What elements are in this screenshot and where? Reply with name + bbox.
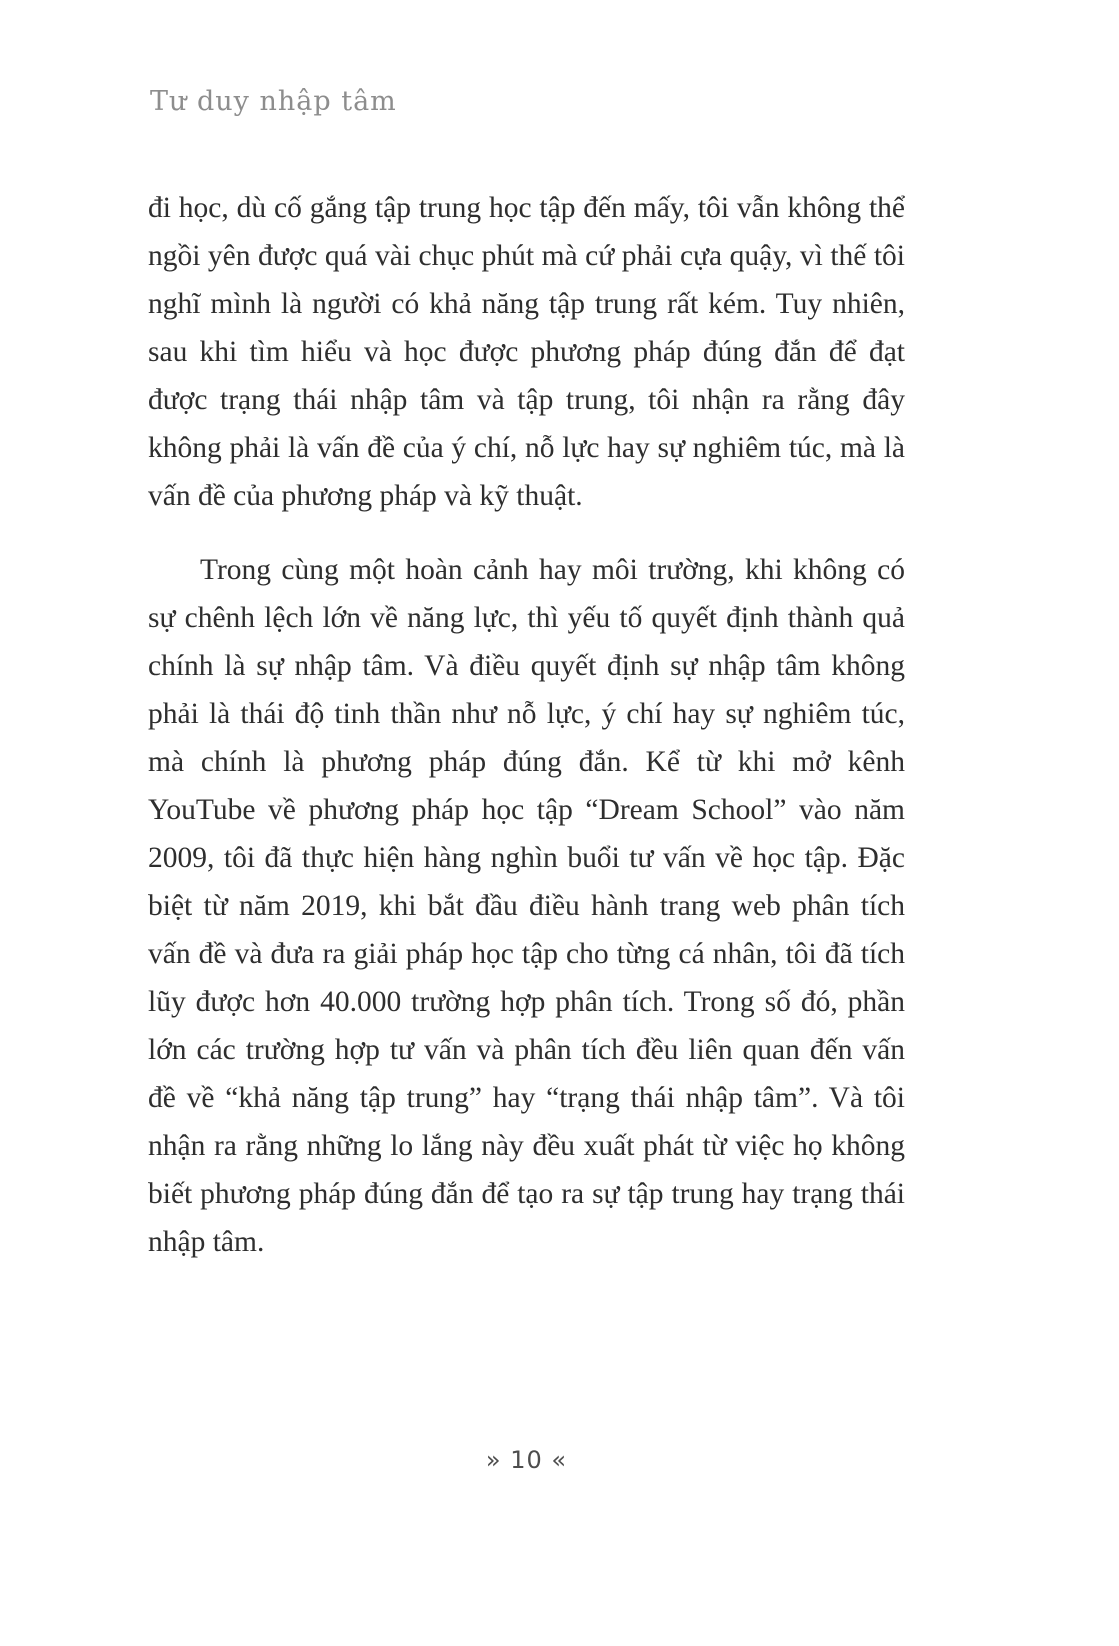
paragraph-1: đi học, dù cố gắng tập trung học tập đến mấy, tôi vẫn không thể ngồi yên được quá vài chục phút mà cứ phải cựa quậy, vì thế tôi nghĩ mình là người có khả năng tập trung rất kém. Tuy nhiên, sau khi tìm hiểu và học được phương pháp đúng đắn để đạt được trạng thái nhập tâm và tập trung, tôi nhận ra rằng đây không phải là vấn đề của ý chí, nỗ lực hay sự nghiêm túc, mà là vấn đề của phương pháp và kỹ thuật. xyxy=(148,192,905,512)
running-header: Tư duy nhập tâm xyxy=(150,86,397,117)
page-number: » 10 « xyxy=(485,1446,568,1474)
paragraph-2: Trong cùng một hoàn cảnh hay môi trường, khi không có sự chênh lệch lớn về năng lực, thì yếu tố quyết định thành quả chính là sự nhập tâm. Và điều quyết định sự nhập tâm không phải là thái độ tinh thần như nỗ lực, ý chí hay sự nghiêm túc, mà chính là phương pháp đúng đắn. Kể từ khi mở kênh YouTube về phương pháp học tập “Dream School” vào năm 2009, tôi đã thực hiện hàng nghìn buổi tư vấn về học tập. Đặc biệt từ năm 2019, khi bắt đầu điều hành trang web phân tích vấn đề và đưa ra giải pháp học tập cho từng cá nhân, tôi đã tích lũy được hơn 40.000 trường hợp phân tích. Trong số đó, phần lớn các trường hợp tư vấn và phân tích đều liên quan đến vấn đề về “khả năng tập trung” hay “trạng thái nhập tâm”. Và tôi nhận ra rằng những lo lắng này đều xuất phát từ việc họ không biết phương pháp đúng đắn để tạo ra sự tập trung hay trạng thái nhập tâm. xyxy=(148,554,905,1258)
body-text xyxy=(148,184,905,1292)
